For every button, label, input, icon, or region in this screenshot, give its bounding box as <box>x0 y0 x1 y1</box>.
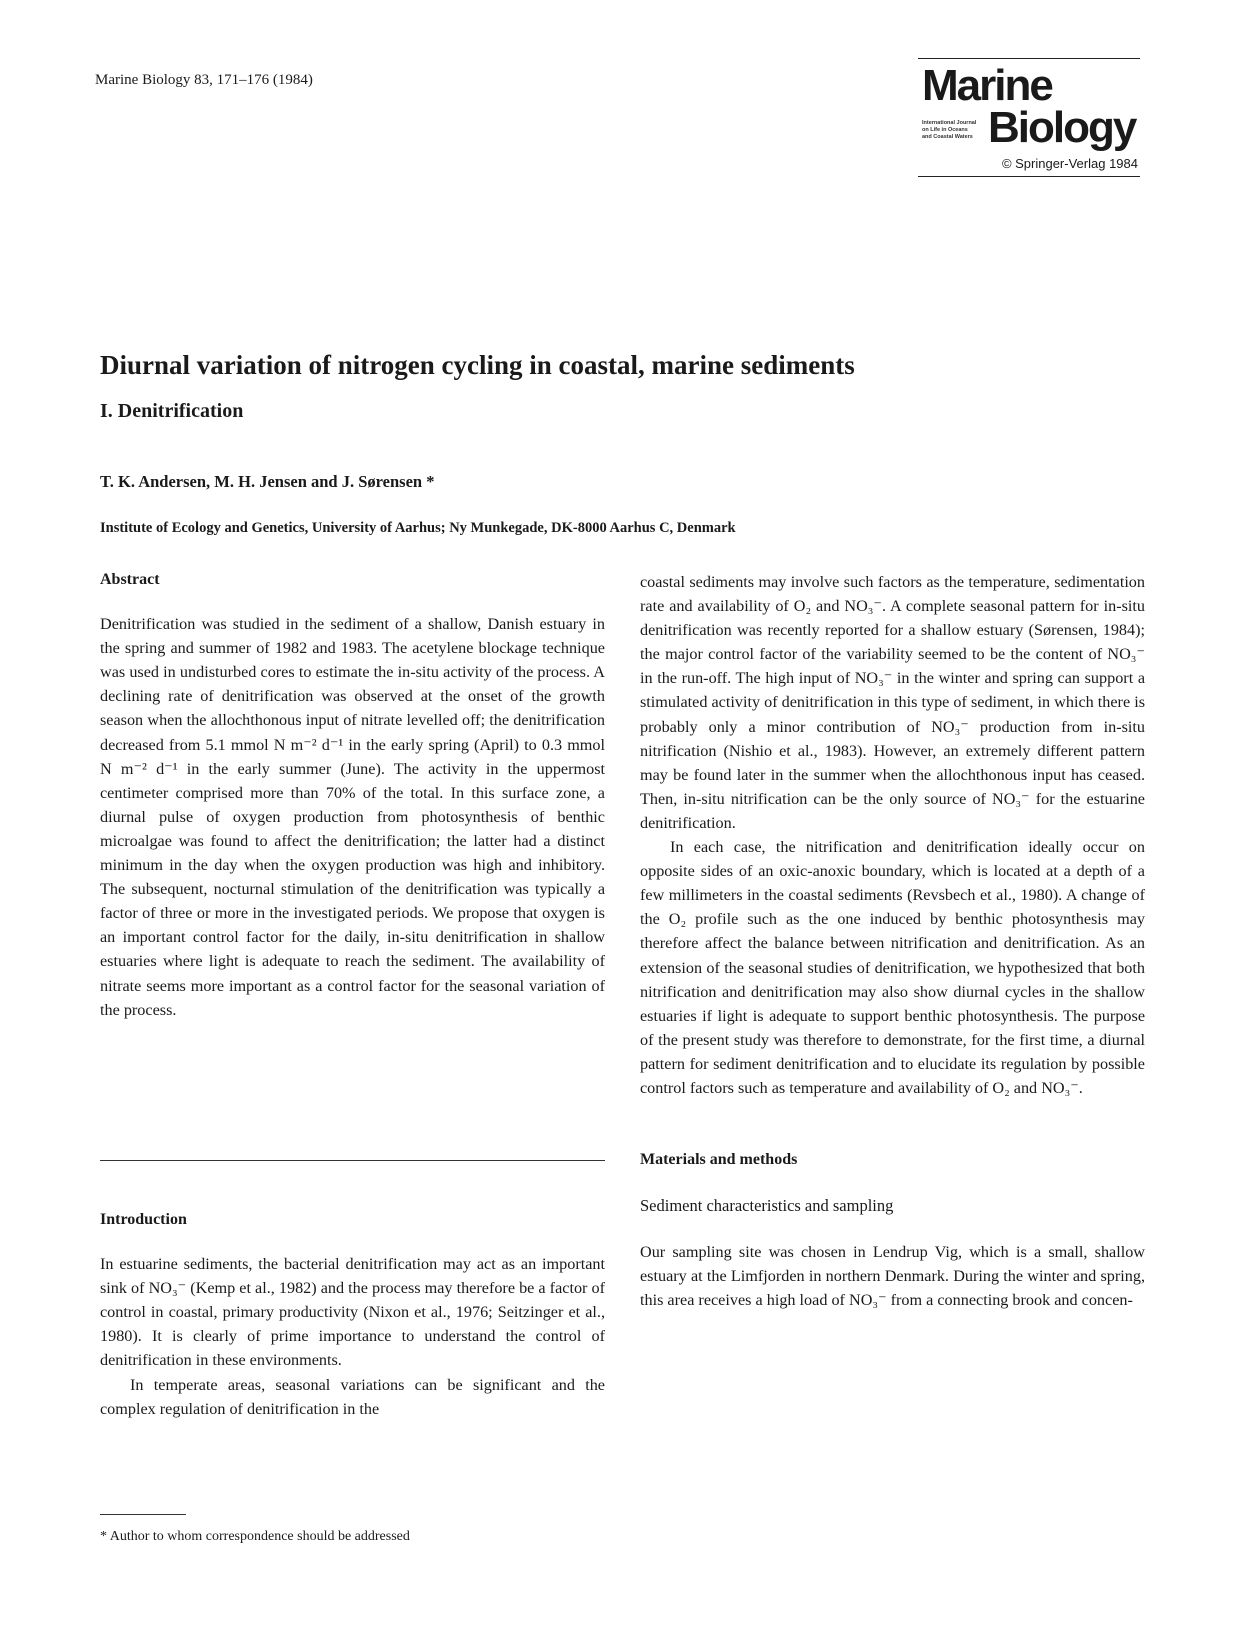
article-subtitle: I. Denitrification <box>100 400 244 422</box>
author-affiliation: Institute of Ecology and Genetics, University of Aarhus; Ny Munkegade, DK-8000 Aarhus C, Denmark <box>100 520 736 536</box>
article-title: Diurnal variation of nitrogen cycling in coastal, marine sediments <box>100 350 855 380</box>
logo-copyright: © Springer-Verlag 1984 <box>1001 156 1138 171</box>
footnote: * Author to whom correspondence should be addressed <box>100 1529 410 1544</box>
introduction-paragraph: In estuarine sediments, the bacterial denitrification may act as an important sink of NO₃⁻ (Kemp et al., 1982) and the process may therefore be a factor of control in coastal, primary productivity (Nixon et al., 1976; Seitzinger et al., 1980). It is clearly of prime importance to understand the control of denitrification in these environments. <box>100 1255 605 1370</box>
journal-logo <box>918 58 1140 188</box>
methods-paragraph: Our sampling site was chosen in Lendrup Vig, which is a small, shallow estuary at the Limfjorden in northern Denmark. During the winter and spring, this area receives a high load of NO₃⁻ from a connecting brook and concen- <box>640 1243 1145 1310</box>
methods-subheading: Sediment characteristics and sampling <box>640 1196 894 1216</box>
abstract-text: Denitrification was studied in the sediment of a shallow, Danish estuary in the spring and summer of 1982 and 1983. The acetylene blockage technique was used in undisturbed cores to estimate the in-situ activity of the process. A declining rate of denitrification was observed at the onset of the growth season when the allochthonous input of nitrate levelled off; the denitrification decreased from 5.1 mmol N m⁻² d⁻¹ in the early spring (April) to 0.3 mmol N m⁻² d⁻¹ in the early summer (June). The activity in the uppermost centimeter comprised more than 70% of the total. In this surface zone, a diurnal pulse of oxygen production from photosynthesis of benthic microalgae was found to affect the denitrification; the latter had a distinct minimum in the day when the oxygen production was high and inhibitory. The subsequent, nocturnal stimulation of the denitrification was typically a factor of three or more in the investigated periods. We propose that oxygen is an important control factor for the daily, in-situ denitrification in shallow estuaries where light is adequate to reach the sediment. The availability of nitrate seems more important as a control factor for the seasonal variation of the process. <box>100 615 605 1019</box>
logo-tagline-line: and Coastal Waters <box>922 133 973 140</box>
journal-citation: Marine Biology 83, 171–176 (1984) <box>95 72 313 88</box>
logo-word-biology: Biology <box>988 103 1136 152</box>
introduction-heading: Introduction <box>100 1211 187 1228</box>
logo-tagline <box>922 120 984 141</box>
methods-heading: Materials and methods <box>640 1151 798 1169</box>
logo-word-marine: Marine <box>922 61 1052 110</box>
abstract-heading: Abstract <box>100 571 160 588</box>
introduction-section <box>100 1208 605 1421</box>
section-divider <box>100 1160 605 1161</box>
logo-bottom-rule <box>918 176 1140 177</box>
logo-tagline-line: International Journal <box>922 120 977 126</box>
footnote-rule <box>100 1514 186 1515</box>
right-column <box>640 570 1145 1313</box>
author-list: T. K. Andersen, M. H. Jensen and J. Sørensen * <box>100 472 435 491</box>
abstract-section <box>100 568 605 1022</box>
logo-top-rule <box>918 58 1140 59</box>
introduction-paragraph: In each case, the nitrification and denitrification ideally occur on opposite sides of an oxic-anoxic boundary, which is located at a depth of a few millimeters in the coastal sediments (Revsbech et al., 1980). A change of the O₂ profile such as the one induced by benthic photosynthesis may therefore affect the balance between nitrification and denitrification. As an extension of the seasonal studies of denitrification, we hypothesized that both nitrification and denitrification may also show diurnal cycles in the shallow estuaries if light is adequate to support benthic photosynthesis. The purpose of the present study was therefore to demonstrate, for the first time, a diurnal pattern for sediment denitrification and to elucidate its regulation by possible control factors such as temperature and availability of O₂ and NO₃⁻. <box>640 838 1145 1097</box>
logo-tagline-line: on Life in Oceans <box>922 126 968 133</box>
introduction-paragraph: In temperate areas, seasonal variations can be significant and the complex regulation of denitrification in the <box>100 1375 605 1418</box>
introduction-paragraph-continued: coastal sediments may involve such factors as the temperature, sedimentation rate and availability of O₂ and NO₃⁻. A complete seasonal pattern for in-situ denitrification was recently reported for a shallow estuary (Sørensen, 1984); the major control factor of the variability seemed to be the content of NO₃⁻ in the run-off. The high input of NO₃⁻ in the winter and spring can support a stimulated activity of denitrification in this type of sediment, in which there is probably only a minor contribution of NO₃⁻ production from in-situ nitrification (Nishio et al., 1983). However, an extremely different pattern may be found later in the summer when the allochthonous input has ceased. Then, in-situ nitrification can be the only source of NO₃⁻ for the estuarine denitrification. <box>640 573 1145 832</box>
